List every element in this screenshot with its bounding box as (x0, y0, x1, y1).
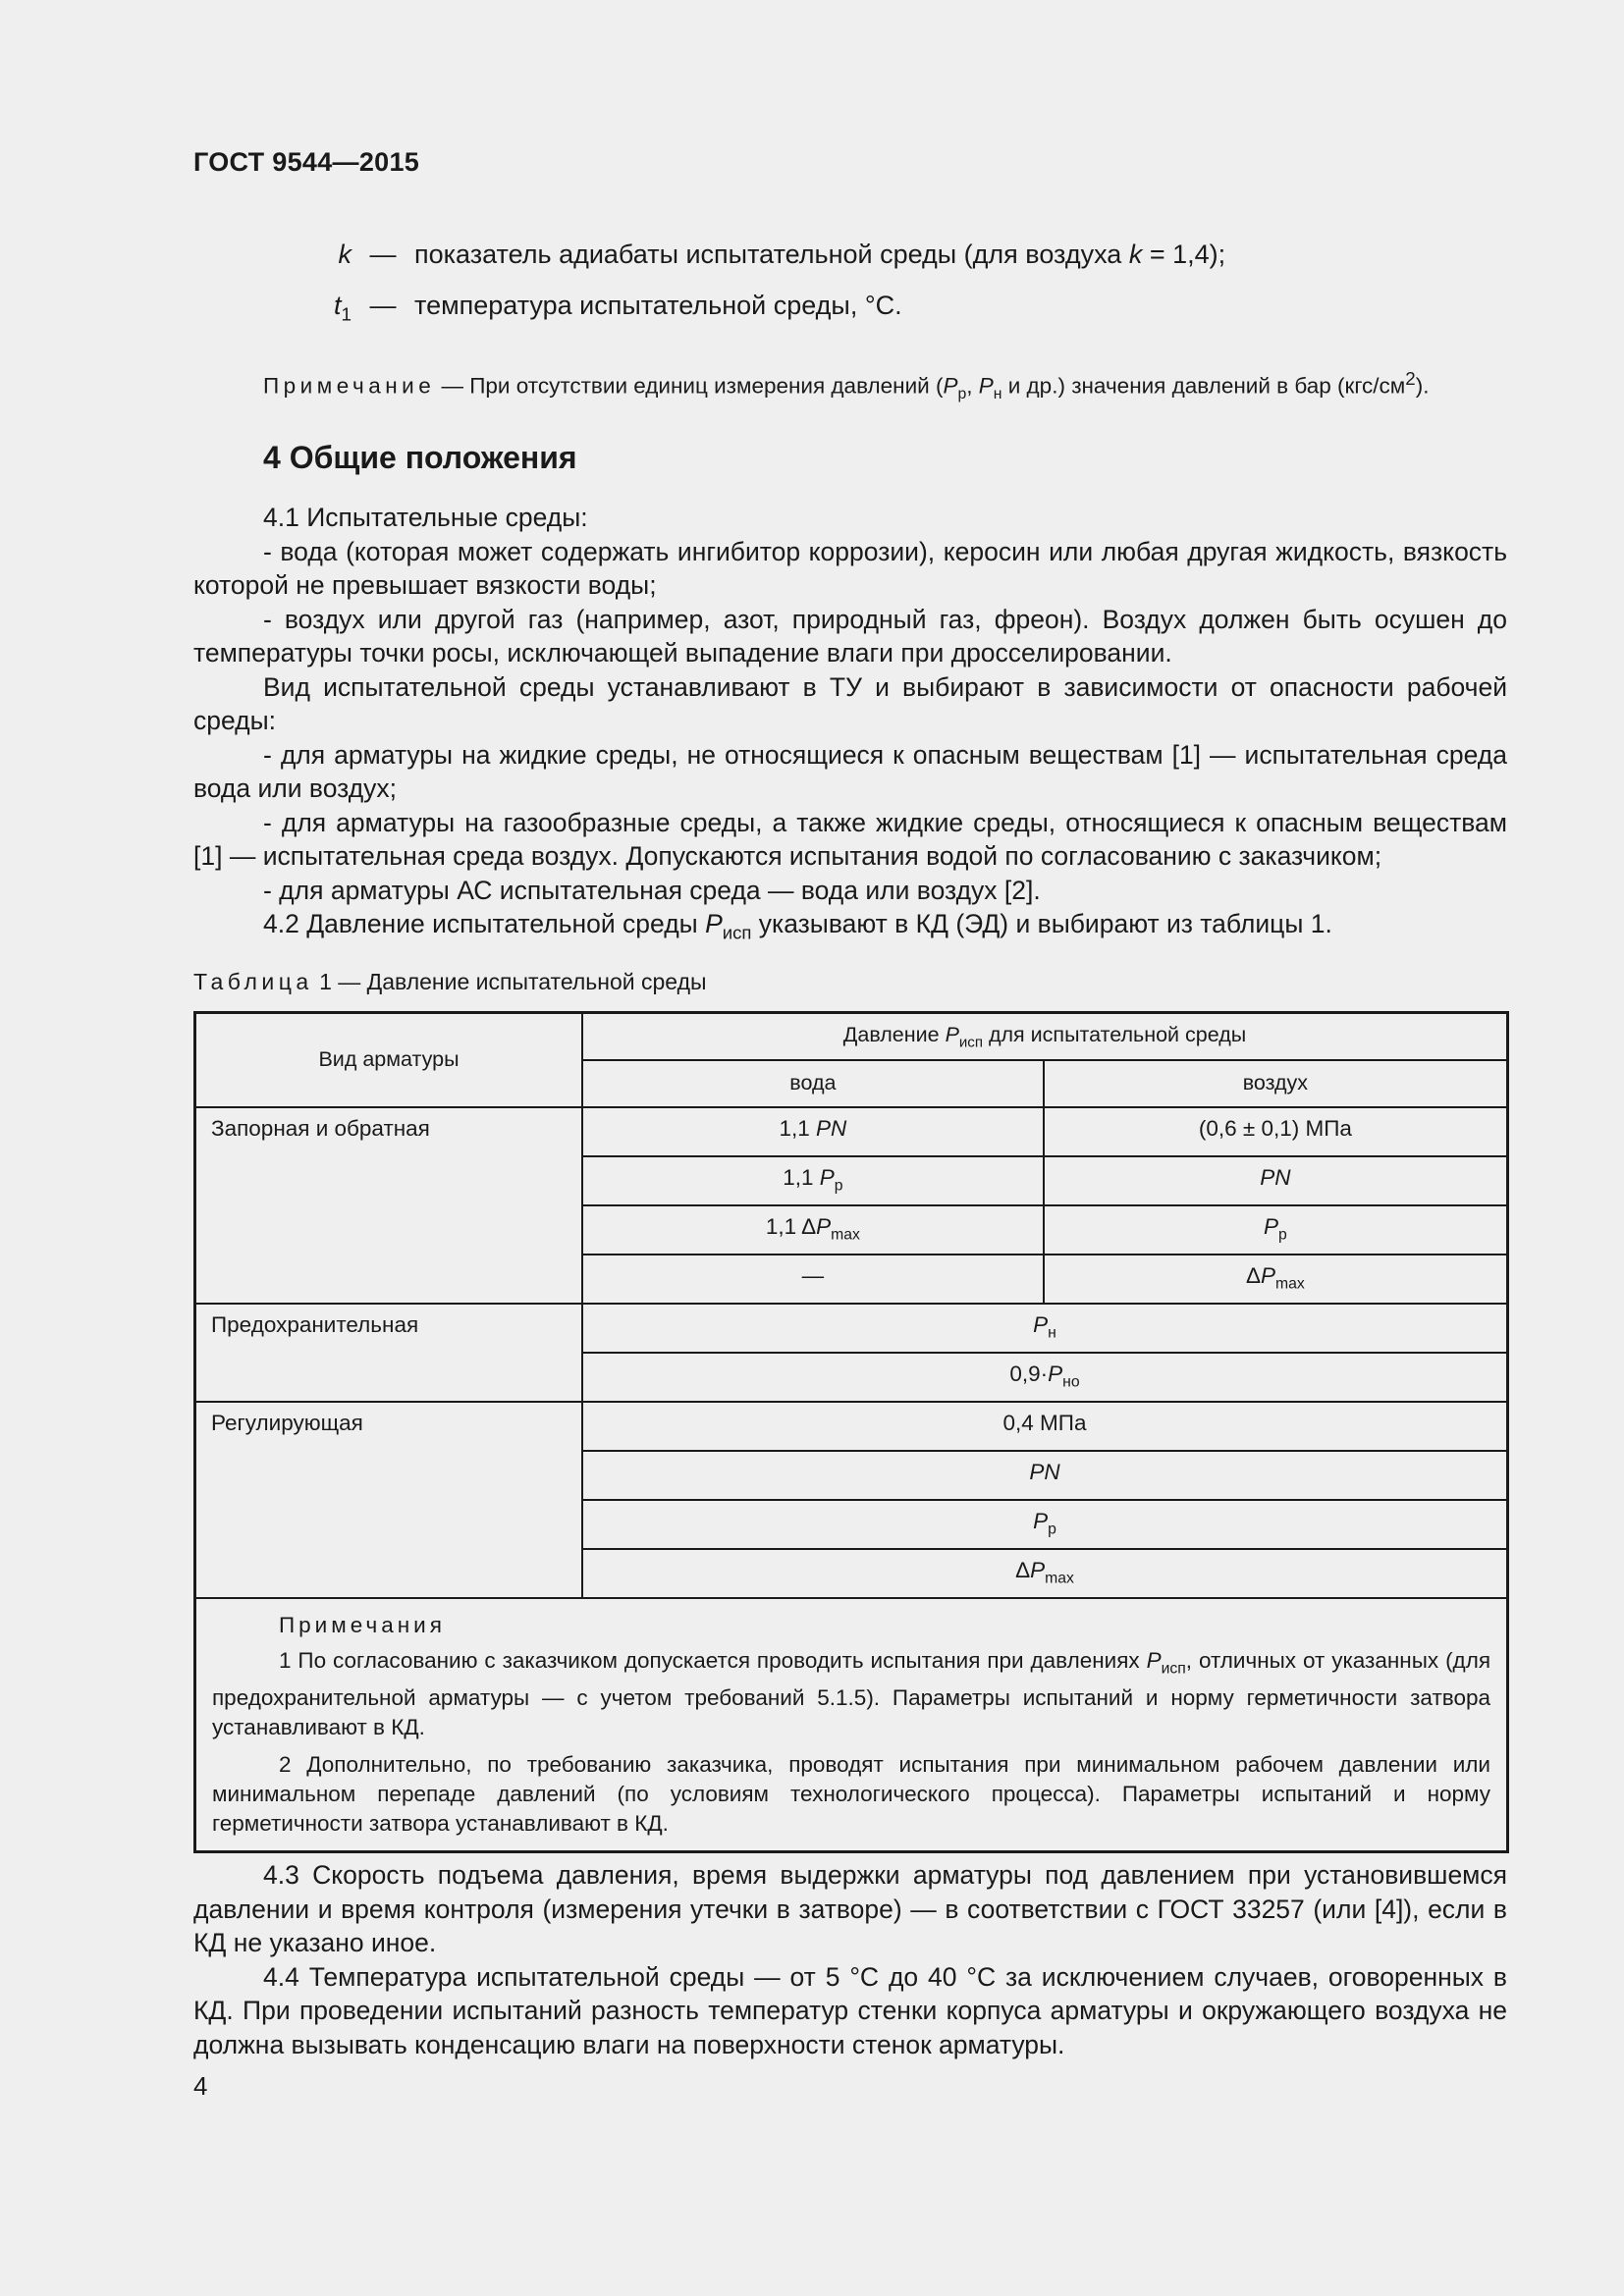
cell-merged: $0,9\cdot P_{но}$ (582, 1353, 1507, 1402)
definition-dash: — (369, 240, 397, 269)
definition-dash: — (369, 291, 397, 320)
table-note-2: 2 Дополнительно, по требованию заказчика, проводят испытания при минимальном рабочем давлении или минимальном перепаде давлений (по условиям технологического процесса). Параметры испытаний и норму герметичности затвора устанавливают в КД. (212, 1752, 1490, 1836)
table-caption: Таблица 1 — Давление испытательной среды (193, 969, 707, 994)
cell-water: — (582, 1255, 1044, 1304)
definition-symbol: $t_1$ (333, 291, 352, 326)
paragraph-4-4: 4.4 Температура испытательной среды — от 5 °С до 40 °С за исключением случаев, оговоренных в КД. При проведении испытаний разность температур стенки корпуса арматуры и окружающего воздуха не должна вызывать конденсацию влаги на поверхности стенок арматуры. (193, 1961, 1507, 2059)
cell-air: PN (1044, 1156, 1508, 1205)
notes-title: Примечания (279, 1612, 446, 1637)
paragraph: - воздух или другой газ (например, азот, природный газ, фреон). Воздух должен быть осушен до температуры точки росы, исключающей выпадение влаги при дросселировании. (193, 604, 1507, 667)
symbol-definitions (324, 240, 1225, 342)
definition-t1 (324, 291, 1225, 342)
paragraph: 4.1 Испытательные среды: (263, 503, 588, 532)
pressure-table (193, 1011, 1509, 1853)
definition-text: температура испытательной среды, °С. (414, 291, 902, 320)
cell-water: 1,1 $\Delta P_{max}$ (582, 1205, 1044, 1255)
paragraph-4-3: 4.3 Скорость подъема давления, время выдержки арматуры под давлением при установившемся давлении и время контроля (измерения утечки в затворе) — в соответствии с ГОСТ 33257 (или [4]), если в КД не указано иное. (193, 1860, 1507, 1957)
definition-symbol: k (338, 240, 352, 269)
paragraph: Вид испытательной среды устанавливают в ТУ и выбирают в зависимости от опасности рабочей среды: (193, 671, 1507, 735)
cell-merged: $P_н$ (582, 1304, 1507, 1353)
table-note-1: 1 По согласованию с заказчиком допускается проводить испытания при давлениях $P_{исп}$, отличных от указанных (для предохранительной арматуры — с учетом требований 5.1.5). Параметры испытаний и норму герметичности затвора устанавливают в КД. (212, 1647, 1491, 1739)
cell-merged: 0,4 МПа (582, 1402, 1507, 1451)
definition-text: показатель адиабаты испытательной среды (для воздуха k = 1,4); (414, 240, 1226, 269)
document-header: ГОСТ 9544—2015 (193, 147, 420, 177)
header-cell-water: вода (582, 1060, 1044, 1107)
cell-air: $P_р$ (1044, 1205, 1508, 1255)
note-label: Примечание (263, 373, 436, 399)
cell-water: 1,1 $P_р$ (582, 1156, 1044, 1205)
table-notes (195, 1598, 1508, 1852)
section-body-continued (193, 1858, 1507, 2061)
section-title: 4 Общие положения (263, 440, 577, 475)
note-units: Примечание — При отсутствии единиц измерения давлений ($P_р$, $P_н$ и др.) значения давлений в бар $(кгс/см^2)$. (263, 368, 1430, 402)
cell-merged: PN (582, 1451, 1507, 1500)
paragraph: - для арматуры на газообразные среды, а также жидкие среды, относящиеся к опасным веществам [1] — испытательная среда воздух. Допускаются испытания водой по согласованию с заказчиком; (193, 807, 1507, 871)
header-cell-type: Вид арматуры (195, 1013, 583, 1107)
page-number: 4 (193, 2071, 208, 2101)
definition-k (324, 240, 1225, 291)
cell-water: 1,1 PN (582, 1107, 1044, 1156)
paragraph-4-2: 4.2 Давление испытательной среды $P_{исп}$ указывают в КД (ЭД) и выбирают из таблицы 1. (263, 909, 1332, 943)
row-label-safety: Предохранительная (195, 1304, 583, 1402)
cell-air: $\Delta P_{max}$ (1044, 1255, 1508, 1304)
section-body (193, 501, 1507, 950)
paragraph: - вода (которая может содержать ингибитор коррозии), керосин или любая другая жидкость, вязкость которой не превышает вязкости воды; (193, 536, 1507, 600)
cell-merged: $\Delta P_{max}$ (582, 1549, 1507, 1598)
header-cell-pressure: Давление $P_{исп}$ для испытательной среды (582, 1013, 1507, 1060)
row-label-control: Регулирующая (195, 1402, 583, 1598)
row-label-shutoff: Запорная и обратная (195, 1107, 583, 1304)
paragraph: - для арматуры АС испытательная среда — вода или воздух [2]. (263, 875, 1041, 905)
paragraph: - для арматуры на жидкие среды, не относящиеся к опасным веществам [1] — испытательная среда вода или воздух; (193, 739, 1507, 803)
cell-merged: $P_р$ (582, 1500, 1507, 1549)
cell-air: (0,6 ± 0,1) МПа (1044, 1107, 1508, 1156)
header-cell-air: воздух (1044, 1060, 1508, 1107)
